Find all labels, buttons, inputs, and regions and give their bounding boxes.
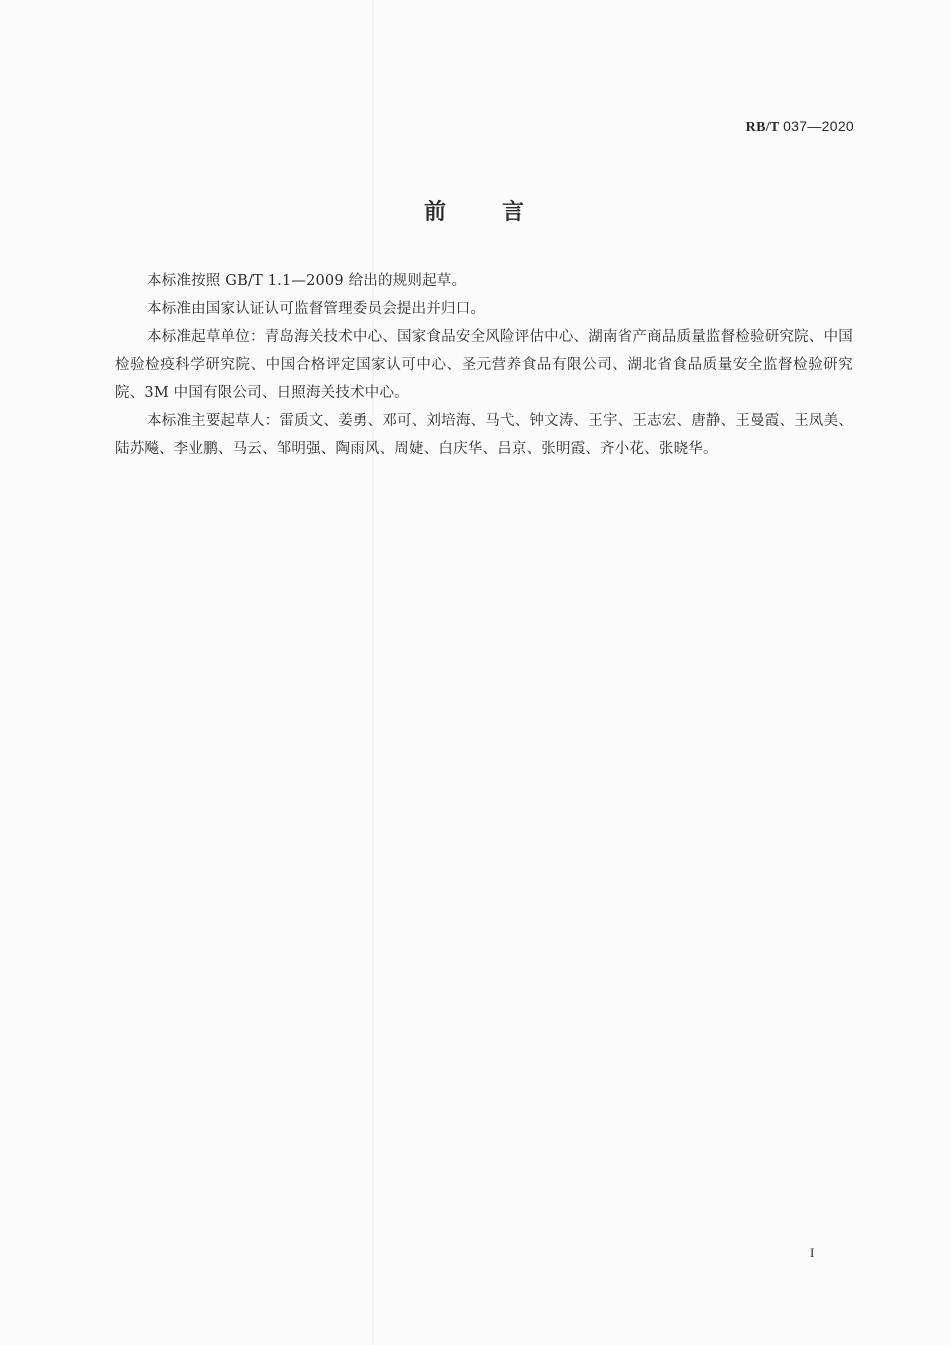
standard-code-prefix: RB/T — [745, 120, 780, 135]
paragraph-drafting-units: 本标准起草单位：青岛海关技术中心、国家食品安全风险评估中心、湖南省产商品质量监督检验研究院、中国检验检疫科学研究院、中国合格评定国家认可中心、圣元营养食品有限公司、湖北省食品质量安全监督检验研究院、3M 中国有限公司、日照海关技术中心。 — [115, 329, 853, 401]
paragraph-drafters: 本标准主要起草人：雷质文、姜勇、邓可、刘培海、马弋、钟文涛、王宇、王志宏、唐静、王曼霞、王凤美、陆苏飚、李业鹏、马云、邹明强、陶雨风、周婕、白庆华、吕京、张明霞、齐小花、张晓华。 — [115, 413, 853, 457]
title-char-1: 前 — [423, 200, 448, 225]
page-title — [0, 195, 950, 226]
page-number: I — [810, 1245, 815, 1260]
paragraph-drafting-rules: 本标准按照 GB/T 1.1—2009 给出的规则起草。 — [147, 273, 467, 289]
foreword-body — [115, 267, 853, 463]
paragraph-proposer: 本标准由国家认证认可监督管理委员会提出并归口。 — [147, 301, 486, 317]
standard-code-number: 037—2020 — [783, 118, 854, 134]
title-char-2: 言 — [502, 200, 527, 225]
standard-code — [746, 118, 854, 136]
